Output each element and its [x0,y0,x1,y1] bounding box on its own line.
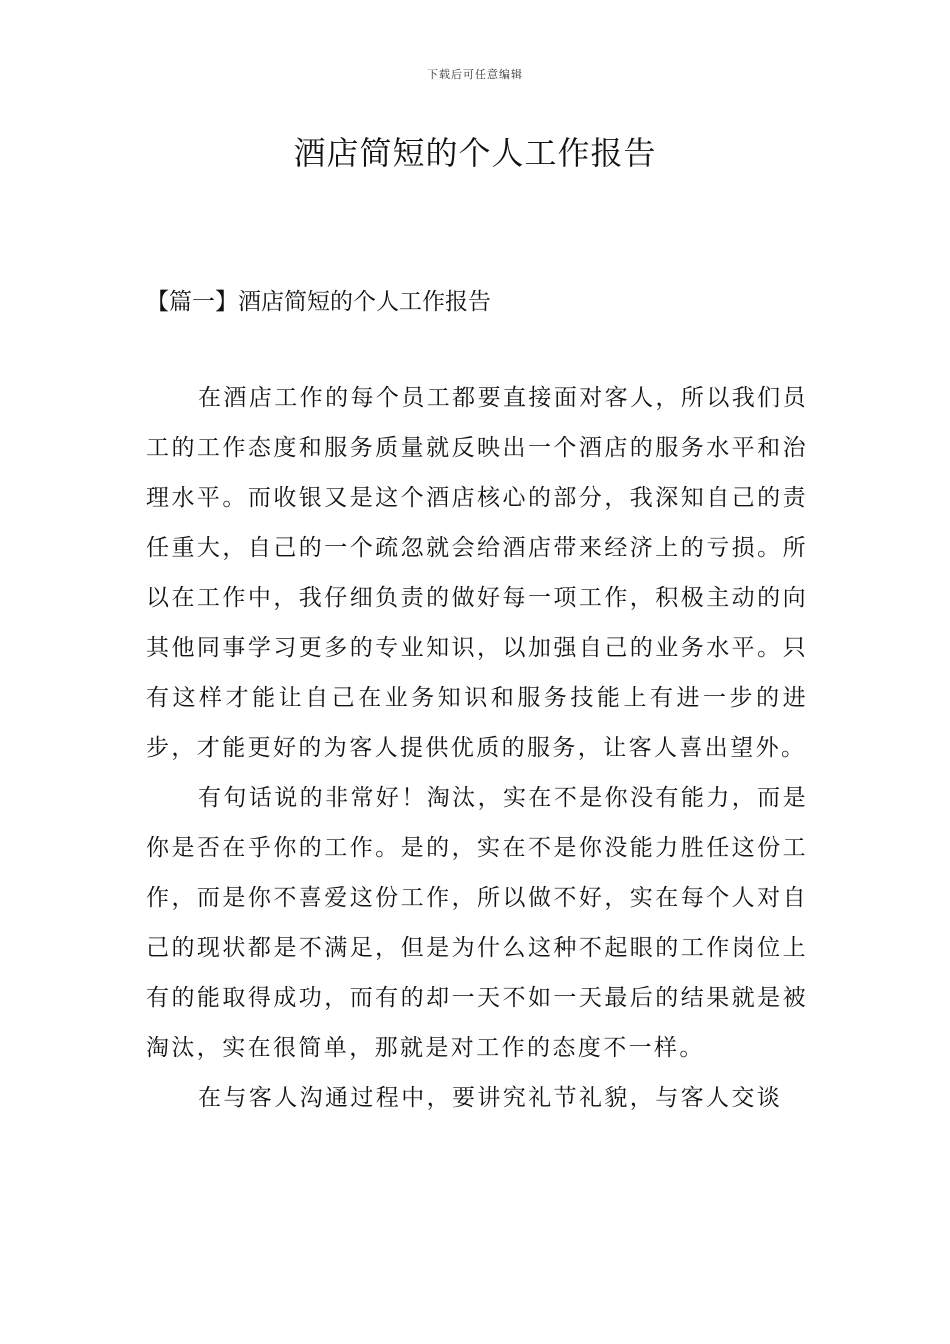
paragraph-1: 在酒店工作的每个员工都要直接面对客人，所以我们员工的工作态度和服务质量就反映出一个酒店的服务水平和治理水平。而收银又是这个酒店核心的部分，我深知自己的责任重大，自己的一个疏忽就会给酒店带来经济上的亏损。所以在工作中，我仔细负责的做好每一项工作，积极主动的向其他同事学习更多的专业知识，以加强自己的业务水平。只有这样才能让自己在业务知识和服务技能上有进一步的进步，才能更好的为客人提供优质的服务，让客人喜出望外。 [146,385,808,761]
paragraph-2: 有句话说的非常好！淘汰，实在不是你没有能力，而是你是否在乎你的工作。是的，实在不是你没能力胜任这份工作，而是你不喜爱这份工作，所以做不好，实在每个人对自己的现状都是不满足，但是为什么这种不起眼的工作岗位上有的能取得成功，而有的却一天不如一天最后的结果就是被淘汰，实在很简单，那就是对工作的态度不一样。 [146,785,808,1061]
header-note: 下载后可任意编辑 [427,68,523,81]
document-title: 酒店简短的个人工作报告 [293,134,657,172]
body-text [146,373,808,1123]
paragraph-3: 在与客人沟通过程中，要讲究礼节礼貌，与客人交谈 [198,1085,783,1111]
section-heading: 【篇一】酒店简短的个人工作报告 [146,289,491,315]
